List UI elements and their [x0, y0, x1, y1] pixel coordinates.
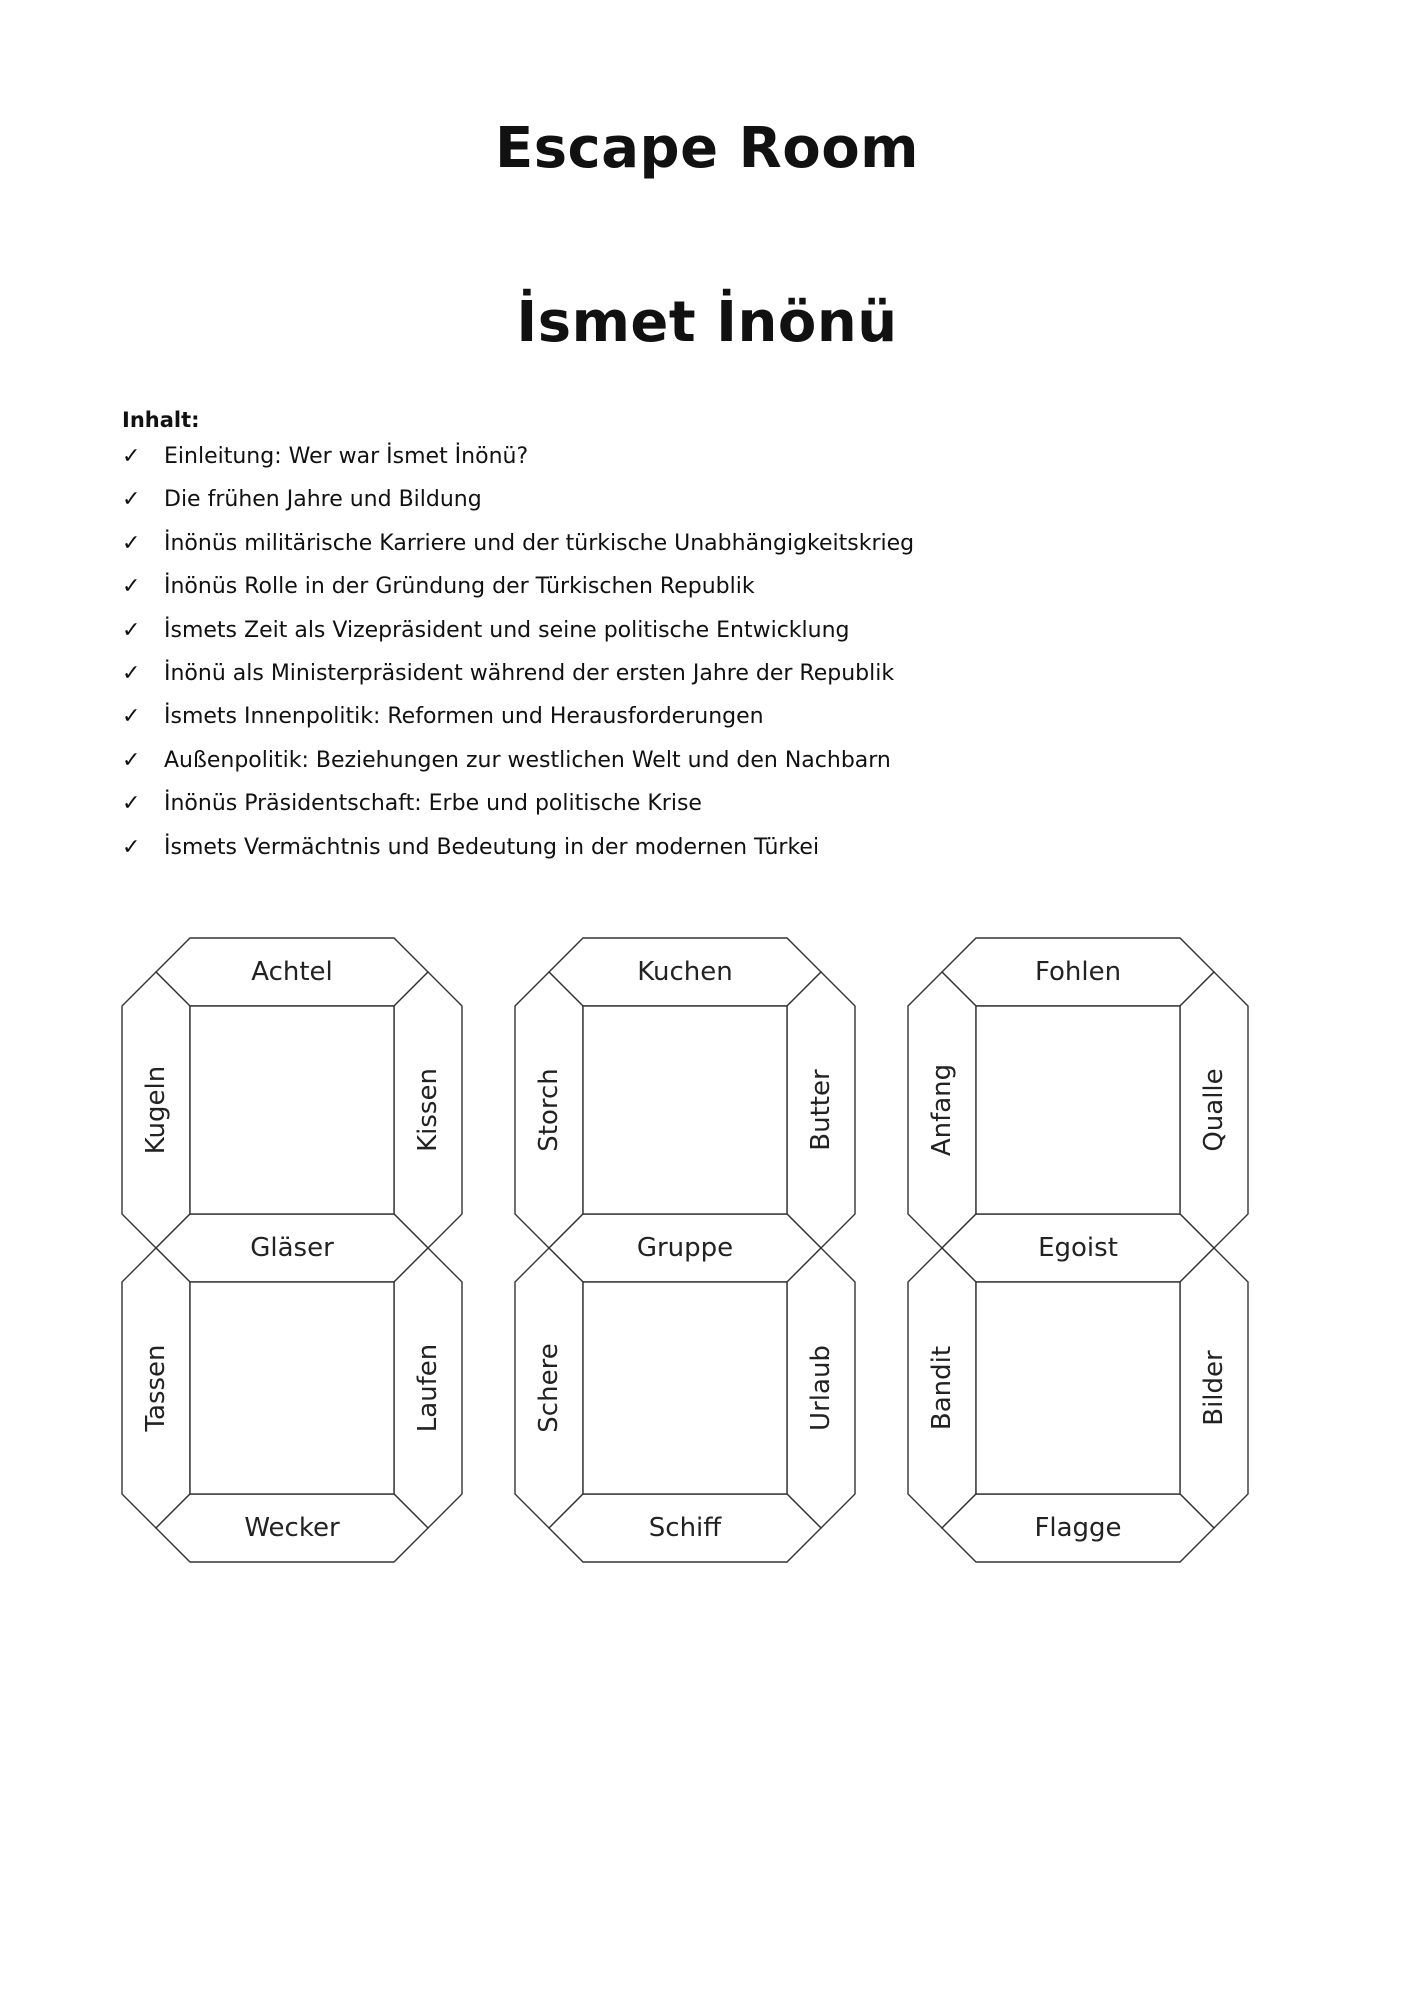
segment-label-upper-right: Kissen [413, 1068, 443, 1152]
list-item-text: Einleitung: Wer war İsmet İnönü? [164, 444, 529, 469]
digit-lower-box [190, 1282, 394, 1494]
list-item-text: Außenpolitik: Beziehungen zur westlichen Welt und den Nachbarn [164, 747, 891, 773]
digit-figure [122, 938, 462, 1562]
segment-label-upper-right: Qualle [1199, 1068, 1229, 1152]
list-item-text: İnönü als Ministerpräsident während der ersten Jahre der Republik [164, 660, 895, 686]
digit-upper-box [583, 1006, 787, 1214]
digit-figure [908, 938, 1248, 1562]
segment-label-lower-right: Laufen [413, 1343, 443, 1433]
segment-label-lower-left: Bandit [927, 1345, 957, 1431]
segment-label-middle: Gruppe [636, 1233, 734, 1263]
segment-label-bottom: Flagge [1034, 1513, 1122, 1543]
segment-label-middle: Gläser [250, 1233, 334, 1263]
list-item-text: Die frühen Jahre und Bildung [164, 487, 482, 513]
segment-label-lower-right: Bilder [1199, 1350, 1229, 1426]
check-icon: ✓ [122, 791, 141, 817]
check-icon: ✓ [122, 660, 141, 686]
check-icon: ✓ [122, 574, 141, 600]
segment-label-bottom: Wecker [244, 1513, 340, 1543]
digit-upper-box [976, 1006, 1180, 1214]
check-icon: ✓ [122, 834, 141, 860]
segment-label-middle: Egoist [1038, 1233, 1118, 1263]
list-item-text: İnönüs militärische Karriere und der türkische Unabhängigkeitskrieg [164, 530, 915, 556]
segment-label-top: Fohlen [1034, 957, 1122, 987]
contents-heading: Inhalt: [122, 408, 200, 432]
page-subtitle: İsmet İnönü [516, 290, 898, 355]
check-icon: ✓ [122, 747, 141, 773]
list-item-text: İnönüs Präsidentschaft: Erbe und politische Krise [164, 791, 702, 817]
digit-figure [515, 938, 855, 1562]
segment-label-upper-right: Butter [806, 1069, 836, 1151]
segment-label-upper-left: Storch [534, 1068, 564, 1152]
page-title: Escape Room [494, 116, 920, 181]
segment-label-lower-right: Urlaub [806, 1345, 836, 1431]
check-icon: ✓ [122, 444, 141, 469]
list-item-text: İnönüs Rolle in der Gründung der Türkischen Republik [164, 574, 755, 600]
digit-upper-box [190, 1006, 394, 1214]
segment-label-top: Achtel [251, 957, 333, 987]
check-icon: ✓ [122, 617, 141, 643]
segment-label-lower-left: Tassen [141, 1344, 171, 1432]
segment-label-bottom: Schiff [648, 1513, 722, 1543]
segment-label-lower-left: Schere [534, 1343, 564, 1433]
check-icon: ✓ [122, 704, 141, 730]
check-icon: ✓ [122, 487, 141, 513]
segment-label-top: Kuchen [637, 957, 733, 987]
segment-label-upper-left: Anfang [927, 1063, 957, 1157]
digit-lower-box [976, 1282, 1180, 1494]
list-item-text: İsmets Zeit als Vizepräsident und seine politische Entwicklung [164, 617, 850, 643]
digit-lower-box [583, 1282, 787, 1494]
list-item-text: İsmets Vermächtnis und Bedeutung in der modernen Türkei [164, 834, 820, 860]
list-item-text: İsmets Innenpolitik: Reformen und Herausforderungen [164, 704, 764, 730]
check-icon: ✓ [122, 530, 141, 556]
segment-label-upper-left: Kugeln [141, 1065, 171, 1155]
